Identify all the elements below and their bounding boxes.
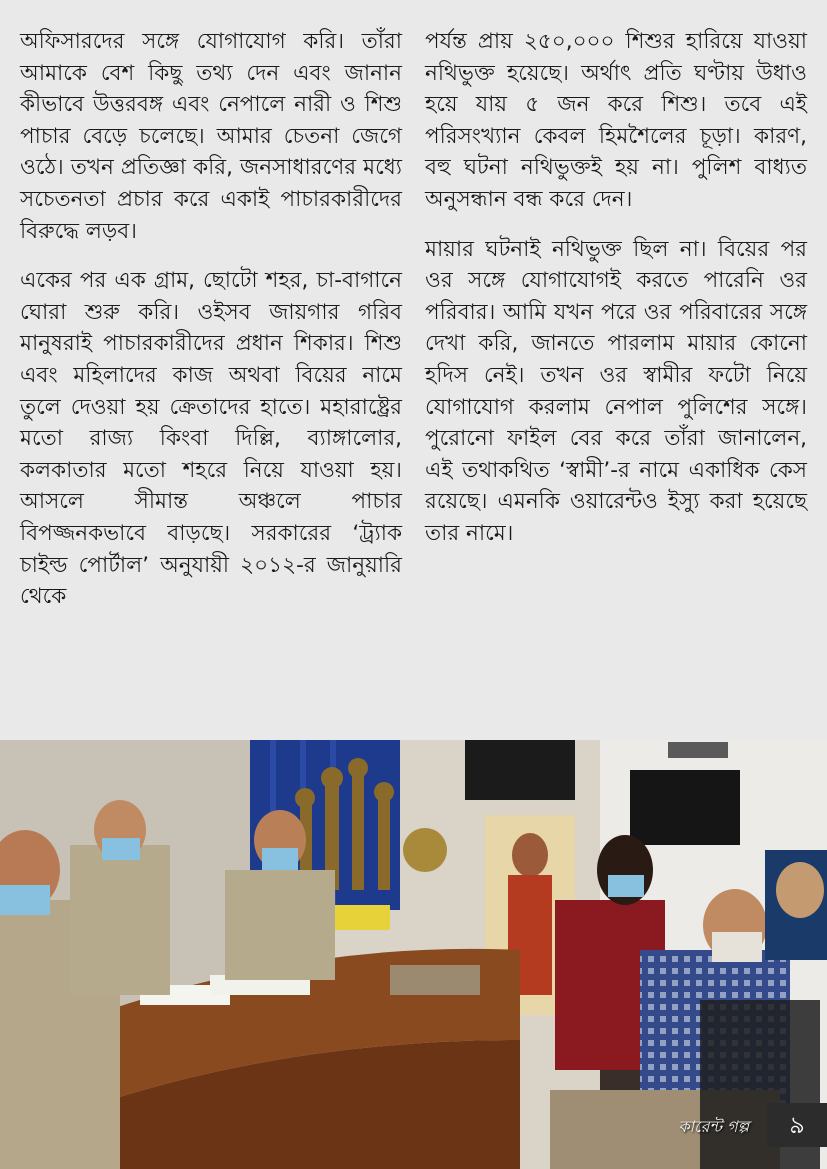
paragraph: পর্যন্ত প্রায় ২৫০,০০০ শিশুর হারিয়ে যাওয়া নথিভুক্ত হয়েছে। অর্থাৎ প্রতি ঘণ্টায় উধাও হয়ে যায় ৫ জন করে শিশু। তবে এই পরিসংখ্যান কেবল হিমশৈলের চূড়া। কারণ, বহু ঘটনা নথিভুক্তই হয় না। পুলিশ বাধ্যত অনুসন্ধান বন্ধ করে দেন। [425, 29, 807, 212]
magazine-logo: কারেন্ট গল্প [678, 1117, 749, 1136]
paragraph: অফিসারদের সঙ্গে যোগাযোগ করি। তাঁরা আমাকে বেশ কিছু তথ্য দেন এবং জানান কীভাবে উত্তরবঙ্গ এবং নেপালে নারী ও শিশু পাচার বেড়ে চলেছে। আমার চেতনা জেগে ওঠে। তখন প্রতিজ্ঞা করি, জনসাধারণের মধ্যে সচেতনতা প্রচার করে একাই পাচারকারীদের বিরুদ্ধে লড়ব। [20, 29, 402, 244]
meeting-photo-illustration [0, 740, 827, 1169]
page-number: ৯ [789, 1111, 805, 1139]
article-left-column [20, 26, 402, 631]
article-right-column [425, 26, 807, 568]
paragraph: একের পর এক গ্রাম, ছোটো শহর, চা-বাগানে ঘোরা শুরু করি। ওইসব জায়গার গরিব মানুষরাই পাচারকারীদের প্রধান শিকার। শিশু এবং মহিলাদের কাজ অথবা বিয়ের নামে তুলে দেওয়া হয় ক্রেতাদের হাতে। মহারাষ্ট্রের মতো রাজ্য কিংবা দিল্লি, ব্যাঙ্গালোর, কলকাতার মতো শহরে নিয়ে যাওয়া হয়। আসলে সীমান্ত অঞ্চলে পাচার বিপজ্জনকভাবে বাড়ছে। সরকারের ‘ট্র্যাক চাইল্ড পোর্টাল’ অনুযায়ী ২০১২-র জানুয়ারি থেকে [20, 268, 402, 610]
paragraph: মায়ার ঘটনাই নথিভুক্ত ছিল না। বিয়ের পর ওর সঙ্গে যোগাযোগই করতে পারেনি ওর পরিবার। আমি যখন পরে ওর পরিবারের সঙ্গে দেখা করি, জানতে পারলাম মায়ার কোনো হদিস নেই। তখন ওর স্বামীর ফটো নিয়ে যোগাযোগ করলাম নেপাল পুলিশের সঙ্গে। পুরোনো ফাইল বের করে তাঁরা জানালেন, এই তথাকথিত ‘স্বামী’-র নামে একাধিক কেস রয়েছে। এমনকি ওয়ারেন্টও ইস্যু করা হয়েছে তার নামে। [425, 236, 807, 546]
meeting-photo [0, 740, 827, 1169]
page-number-badge [767, 1103, 827, 1147]
